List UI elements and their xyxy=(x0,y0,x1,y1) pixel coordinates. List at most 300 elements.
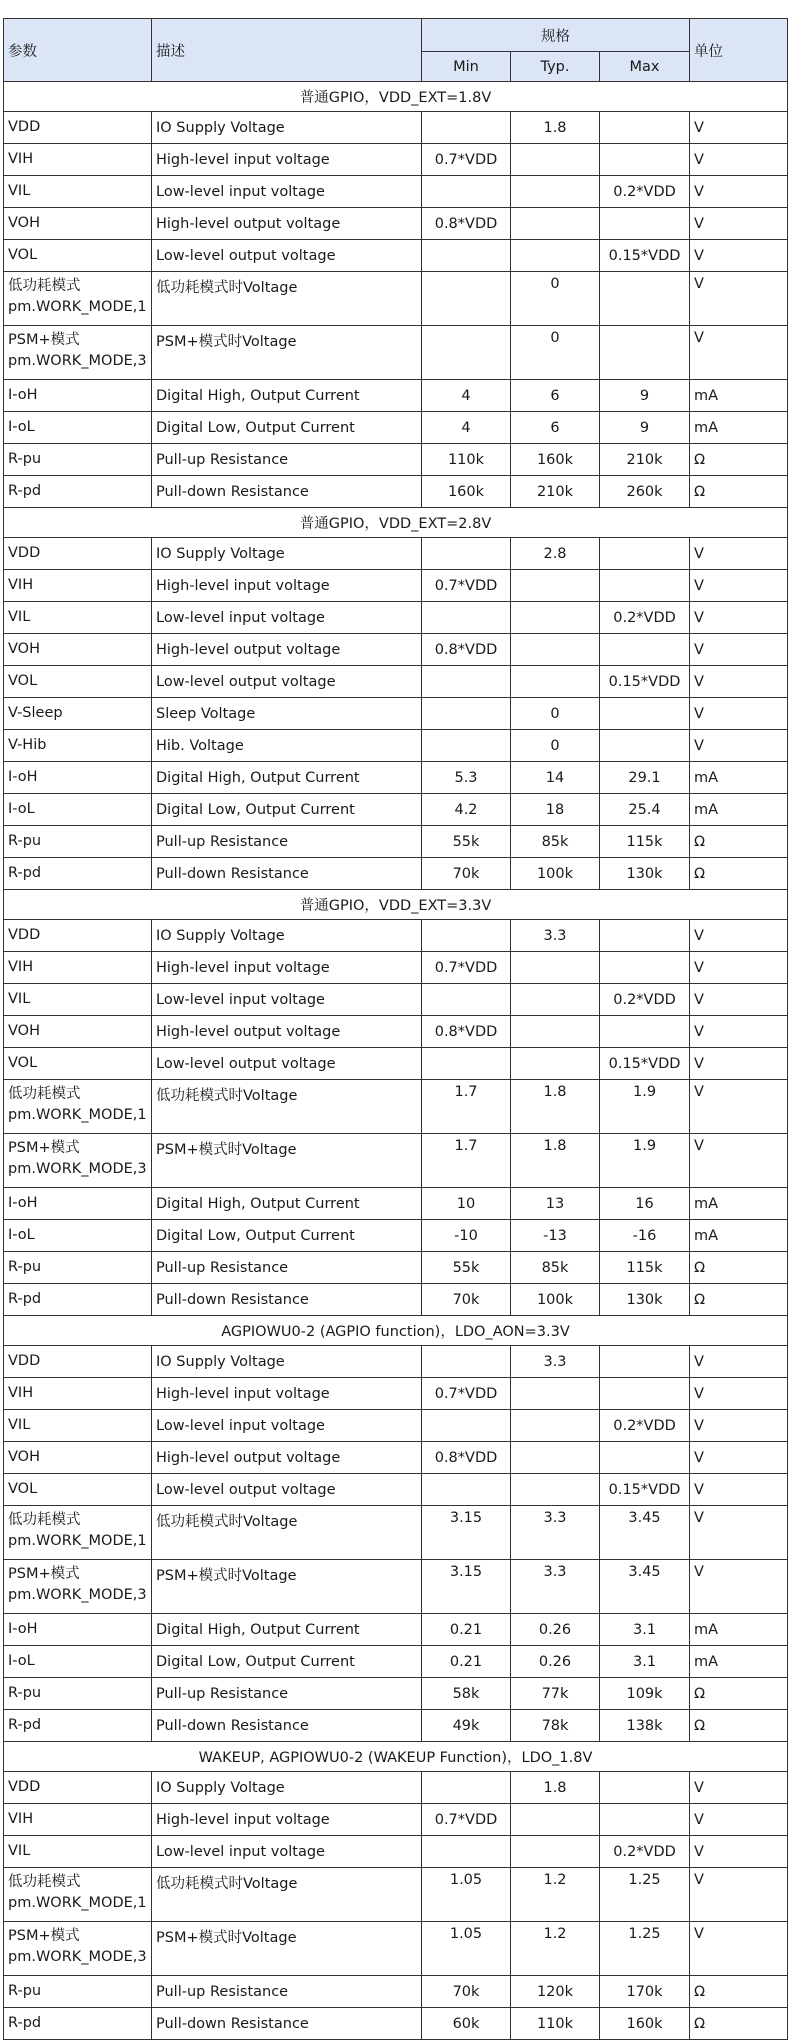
param-name: VIH xyxy=(8,1384,34,1401)
param-cell xyxy=(4,1252,152,1284)
unit-cell: V xyxy=(690,1474,788,1506)
table-row xyxy=(4,1048,788,1080)
param-name: 低功耗模式 pm.WORK_MODE,1 xyxy=(8,1512,147,1550)
typ-cell: 77k xyxy=(511,1678,600,1710)
table-row xyxy=(4,412,788,444)
max-cell: 115k xyxy=(600,1252,690,1284)
table-row xyxy=(4,920,788,952)
unit-cell: Ω xyxy=(690,1976,788,2008)
typ-cell: 1.2 xyxy=(511,1922,600,1976)
unit-cell: Ω xyxy=(690,1284,788,1316)
min-cell: 110k xyxy=(422,444,511,476)
table-row xyxy=(4,1252,788,1284)
unit-cell: V xyxy=(690,1048,788,1080)
table-row xyxy=(4,858,788,890)
unit-cell: V xyxy=(690,1836,788,1868)
min-cell xyxy=(422,984,511,1016)
section-title: 普通GPIO，VDD_EXT=1.8V xyxy=(4,82,788,112)
unit-cell: Ω xyxy=(690,858,788,890)
typ-cell: 210k xyxy=(511,476,600,508)
param-name: R-pu xyxy=(8,832,42,849)
unit-cell: Ω xyxy=(690,2008,788,2040)
param-name: VDD xyxy=(8,1352,41,1369)
unit-cell: mA xyxy=(690,1220,788,1252)
typ-cell: 1.8 xyxy=(511,112,600,144)
min-cell: 70k xyxy=(422,858,511,890)
param-cell xyxy=(4,858,152,890)
table-row xyxy=(4,144,788,176)
min-cell: 1.7 xyxy=(422,1134,511,1188)
table-row xyxy=(4,272,788,326)
unit-cell: V xyxy=(690,1506,788,1560)
description-cell: PSM+模式时Voltage xyxy=(152,1922,422,1976)
typ-cell xyxy=(511,144,600,176)
description-cell: Digital Low, Output Current xyxy=(152,794,422,826)
unit-cell: V xyxy=(690,1016,788,1048)
typ-cell xyxy=(511,1410,600,1442)
table-row xyxy=(4,1016,788,1048)
param-cell xyxy=(4,698,152,730)
table-row xyxy=(4,1710,788,1742)
param-cell xyxy=(4,1410,152,1442)
param-cell xyxy=(4,208,152,240)
unit-cell: Ω xyxy=(690,476,788,508)
max-cell xyxy=(600,112,690,144)
description-cell: Pull-down Resistance xyxy=(152,1284,422,1316)
max-cell: 9 xyxy=(600,380,690,412)
param-cell xyxy=(4,1646,152,1678)
max-cell: 25.4 xyxy=(600,794,690,826)
table-row xyxy=(4,826,788,858)
param-name: R-pd xyxy=(8,482,42,499)
param-cell xyxy=(4,476,152,508)
param-cell xyxy=(4,1048,152,1080)
unit-cell: V xyxy=(690,1378,788,1410)
min-cell: 0.8*VDD xyxy=(422,208,511,240)
param-name: R-pd xyxy=(8,1290,42,1307)
description-cell: PSM+模式时Voltage xyxy=(152,1560,422,1614)
description-cell: Pull-down Resistance xyxy=(152,858,422,890)
param-name: VOL xyxy=(8,1054,38,1071)
typ-cell xyxy=(511,570,600,602)
min-cell: 4 xyxy=(422,412,511,444)
unit-cell: V xyxy=(690,1346,788,1378)
section-header-row xyxy=(4,508,788,538)
max-cell: 0.15*VDD xyxy=(600,1474,690,1506)
table-row xyxy=(4,1134,788,1188)
min-cell xyxy=(422,326,511,380)
param-name: VOH xyxy=(8,640,40,657)
param-cell xyxy=(4,444,152,476)
param-cell xyxy=(4,2008,152,2040)
typ-cell: 13 xyxy=(511,1188,600,1220)
typ-cell: 85k xyxy=(511,1252,600,1284)
table-row xyxy=(4,1646,788,1678)
max-cell: 3.1 xyxy=(600,1646,690,1678)
min-cell xyxy=(422,1410,511,1442)
param-cell xyxy=(4,826,152,858)
param-name: PSM+模式 pm.WORK_MODE,3 xyxy=(8,1140,147,1178)
param-cell xyxy=(4,380,152,412)
description-cell: Low-level input voltage xyxy=(152,602,422,634)
typ-cell: 1.8 xyxy=(511,1080,600,1134)
header-unit: 单位 xyxy=(690,19,788,82)
header-min: Min xyxy=(422,52,511,82)
description-cell: High-level input voltage xyxy=(152,570,422,602)
param-name: R-pu xyxy=(8,1258,42,1275)
min-cell: 0.7*VDD xyxy=(422,144,511,176)
table-row xyxy=(4,666,788,698)
max-cell xyxy=(600,1016,690,1048)
table-row xyxy=(4,602,788,634)
typ-cell: 3.3 xyxy=(511,1346,600,1378)
param-cell xyxy=(4,1710,152,1742)
table-row xyxy=(4,476,788,508)
unit-cell: mA xyxy=(690,762,788,794)
max-cell: 138k xyxy=(600,1710,690,1742)
param-name: VIL xyxy=(8,182,31,199)
unit-cell: mA xyxy=(690,1646,788,1678)
param-cell xyxy=(4,240,152,272)
typ-cell: 100k xyxy=(511,1284,600,1316)
description-cell: Low-level output voltage xyxy=(152,666,422,698)
typ-cell: 0 xyxy=(511,326,600,380)
min-cell: 0.8*VDD xyxy=(422,1016,511,1048)
typ-cell xyxy=(511,1804,600,1836)
min-cell xyxy=(422,538,511,570)
param-cell xyxy=(4,538,152,570)
unit-cell: Ω xyxy=(690,826,788,858)
param-cell xyxy=(4,634,152,666)
min-cell: 49k xyxy=(422,1710,511,1742)
unit-cell: V xyxy=(690,698,788,730)
min-cell xyxy=(422,698,511,730)
description-cell: Low-level input voltage xyxy=(152,176,422,208)
max-cell: 3.1 xyxy=(600,1614,690,1646)
param-cell xyxy=(4,1378,152,1410)
param-name: PSM+模式 pm.WORK_MODE,3 xyxy=(8,1566,147,1604)
min-cell: 0.7*VDD xyxy=(422,1378,511,1410)
max-cell xyxy=(600,920,690,952)
param-cell xyxy=(4,730,152,762)
description-cell: IO Supply Voltage xyxy=(152,112,422,144)
max-cell: 0.15*VDD xyxy=(600,666,690,698)
param-name: I-oH xyxy=(8,768,38,785)
param-name: VIL xyxy=(8,990,31,1007)
description-cell: 低功耗模式时Voltage xyxy=(152,272,422,326)
table-row xyxy=(4,952,788,984)
unit-cell: V xyxy=(690,952,788,984)
param-name: VOL xyxy=(8,672,38,689)
table-row xyxy=(4,1868,788,1922)
typ-cell xyxy=(511,602,600,634)
max-cell: 0.2*VDD xyxy=(600,602,690,634)
unit-cell: mA xyxy=(690,1614,788,1646)
description-cell: Pull-down Resistance xyxy=(152,1710,422,1742)
description-cell: Low-level output voltage xyxy=(152,1474,422,1506)
min-cell: 0.7*VDD xyxy=(422,1804,511,1836)
typ-cell xyxy=(511,1442,600,1474)
param-cell xyxy=(4,666,152,698)
table-row xyxy=(4,1284,788,1316)
description-cell: Low-level output voltage xyxy=(152,1048,422,1080)
table-row xyxy=(4,730,788,762)
unit-cell: V xyxy=(690,176,788,208)
max-cell xyxy=(600,634,690,666)
description-cell: Pull-down Resistance xyxy=(152,2008,422,2040)
section-header-row xyxy=(4,1316,788,1346)
table-row xyxy=(4,1220,788,1252)
description-cell: Pull-down Resistance xyxy=(152,476,422,508)
typ-cell xyxy=(511,1474,600,1506)
max-cell xyxy=(600,1346,690,1378)
param-cell xyxy=(4,570,152,602)
max-cell: 260k xyxy=(600,476,690,508)
min-cell: 55k xyxy=(422,1252,511,1284)
unit-cell: mA xyxy=(690,380,788,412)
description-cell: Pull-up Resistance xyxy=(152,444,422,476)
max-cell: 3.45 xyxy=(600,1560,690,1614)
max-cell: 0.15*VDD xyxy=(600,240,690,272)
max-cell: -16 xyxy=(600,1220,690,1252)
param-cell xyxy=(4,984,152,1016)
description-cell: Digital High, Output Current xyxy=(152,380,422,412)
param-name: V-Sleep xyxy=(8,704,63,721)
typ-cell: 3.3 xyxy=(511,1560,600,1614)
param-cell xyxy=(4,1614,152,1646)
min-cell xyxy=(422,1474,511,1506)
param-name: R-pd xyxy=(8,864,42,881)
min-cell: 60k xyxy=(422,2008,511,2040)
description-cell: PSM+模式时Voltage xyxy=(152,326,422,380)
max-cell: 1.9 xyxy=(600,1080,690,1134)
param-name: I-oL xyxy=(8,800,35,817)
param-name: PSM+模式 pm.WORK_MODE,3 xyxy=(8,332,147,370)
min-cell: 1.05 xyxy=(422,1922,511,1976)
param-name: VIL xyxy=(8,608,31,625)
max-cell: 0.15*VDD xyxy=(600,1048,690,1080)
max-cell: 115k xyxy=(600,826,690,858)
unit-cell: V xyxy=(690,666,788,698)
description-cell: Digital High, Output Current xyxy=(152,1614,422,1646)
param-name: R-pu xyxy=(8,1684,42,1701)
typ-cell: 6 xyxy=(511,412,600,444)
min-cell xyxy=(422,176,511,208)
param-name: 低功耗模式 pm.WORK_MODE,1 xyxy=(8,1086,147,1124)
table-row xyxy=(4,698,788,730)
typ-cell: 100k xyxy=(511,858,600,890)
min-cell xyxy=(422,730,511,762)
max-cell xyxy=(600,570,690,602)
table-row xyxy=(4,1506,788,1560)
max-cell xyxy=(600,272,690,326)
table-header xyxy=(4,19,788,82)
param-name: VIL xyxy=(8,1842,31,1859)
param-name: VOH xyxy=(8,1022,40,1039)
min-cell: 4 xyxy=(422,380,511,412)
max-cell: 210k xyxy=(600,444,690,476)
table-row xyxy=(4,1442,788,1474)
max-cell xyxy=(600,730,690,762)
param-cell xyxy=(4,1506,152,1560)
description-cell: Low-level input voltage xyxy=(152,1836,422,1868)
section-header-row xyxy=(4,890,788,920)
typ-cell xyxy=(511,634,600,666)
min-cell: 1.05 xyxy=(422,1868,511,1922)
unit-cell: V xyxy=(690,538,788,570)
param-cell xyxy=(4,1678,152,1710)
max-cell: 130k xyxy=(600,1284,690,1316)
max-cell xyxy=(600,1378,690,1410)
param-name: I-oL xyxy=(8,418,35,435)
typ-cell: 160k xyxy=(511,444,600,476)
param-name: R-pd xyxy=(8,2014,42,2031)
typ-cell xyxy=(511,984,600,1016)
typ-cell xyxy=(511,1836,600,1868)
min-cell xyxy=(422,1772,511,1804)
min-cell xyxy=(422,272,511,326)
min-cell: 58k xyxy=(422,1678,511,1710)
min-cell: 55k xyxy=(422,826,511,858)
description-cell: PSM+模式时Voltage xyxy=(152,1134,422,1188)
param-cell xyxy=(4,1220,152,1252)
description-cell: Low-level output voltage xyxy=(152,240,422,272)
header-spec: 规格 xyxy=(422,19,690,52)
param-cell xyxy=(4,762,152,794)
param-cell xyxy=(4,272,152,326)
description-cell: Low-level input voltage xyxy=(152,984,422,1016)
min-cell xyxy=(422,112,511,144)
table-row xyxy=(4,240,788,272)
param-cell xyxy=(4,1016,152,1048)
table-row xyxy=(4,1346,788,1378)
min-cell: 0.21 xyxy=(422,1614,511,1646)
min-cell: 160k xyxy=(422,476,511,508)
param-name: I-oH xyxy=(8,1620,38,1637)
unit-cell: V xyxy=(690,634,788,666)
unit-cell: V xyxy=(690,1772,788,1804)
typ-cell: 0.26 xyxy=(511,1614,600,1646)
param-name: VIH xyxy=(8,1810,34,1827)
table-row xyxy=(4,1678,788,1710)
description-cell: Digital High, Output Current xyxy=(152,762,422,794)
param-name: VDD xyxy=(8,544,41,561)
section-title: 普通GPIO，VDD_EXT=2.8V xyxy=(4,508,788,538)
min-cell xyxy=(422,240,511,272)
unit-cell: V xyxy=(690,326,788,380)
param-name: VDD xyxy=(8,926,41,943)
table-row xyxy=(4,112,788,144)
min-cell: 70k xyxy=(422,1976,511,2008)
min-cell: 10 xyxy=(422,1188,511,1220)
table-row xyxy=(4,380,788,412)
min-cell: 3.15 xyxy=(422,1560,511,1614)
max-cell xyxy=(600,326,690,380)
description-cell: Digital Low, Output Current xyxy=(152,1220,422,1252)
param-cell xyxy=(4,1134,152,1188)
param-cell xyxy=(4,1442,152,1474)
unit-cell: mA xyxy=(690,1188,788,1220)
param-cell xyxy=(4,412,152,444)
table-row xyxy=(4,1188,788,1220)
min-cell: 0.7*VDD xyxy=(422,952,511,984)
typ-cell: 85k xyxy=(511,826,600,858)
typ-cell xyxy=(511,1048,600,1080)
typ-cell: 1.8 xyxy=(511,1134,600,1188)
param-name: R-pu xyxy=(8,1982,42,1999)
header-param: 参数 xyxy=(4,19,152,82)
param-name: VOH xyxy=(8,214,40,231)
max-cell: 29.1 xyxy=(600,762,690,794)
table-row xyxy=(4,444,788,476)
min-cell: 0.21 xyxy=(422,1646,511,1678)
table-row xyxy=(4,176,788,208)
max-cell: 0.2*VDD xyxy=(600,984,690,1016)
table-row xyxy=(4,1976,788,2008)
typ-cell xyxy=(511,952,600,984)
header-typ: Typ. xyxy=(511,52,600,82)
typ-cell xyxy=(511,1378,600,1410)
param-name: R-pu xyxy=(8,450,42,467)
description-cell: High-level input voltage xyxy=(152,1378,422,1410)
max-cell xyxy=(600,538,690,570)
description-cell: High-level output voltage xyxy=(152,208,422,240)
table-row xyxy=(4,326,788,380)
unit-cell: V xyxy=(690,1134,788,1188)
typ-cell: 6 xyxy=(511,380,600,412)
header-desc: 描述 xyxy=(152,19,422,82)
description-cell: IO Supply Voltage xyxy=(152,920,422,952)
description-cell: Low-level input voltage xyxy=(152,1410,422,1442)
param-name: V-Hib xyxy=(8,736,47,753)
max-cell xyxy=(600,1804,690,1836)
table-row xyxy=(4,538,788,570)
param-cell xyxy=(4,1868,152,1922)
header-max: Max xyxy=(600,52,690,82)
min-cell: 70k xyxy=(422,1284,511,1316)
unit-cell: V xyxy=(690,1804,788,1836)
param-cell xyxy=(4,1922,152,1976)
param-cell xyxy=(4,326,152,380)
description-cell: High-level input voltage xyxy=(152,952,422,984)
max-cell: 130k xyxy=(600,858,690,890)
param-cell xyxy=(4,1284,152,1316)
unit-cell: Ω xyxy=(690,1710,788,1742)
unit-cell: V xyxy=(690,602,788,634)
param-name: I-oL xyxy=(8,1652,35,1669)
table-row xyxy=(4,208,788,240)
min-cell xyxy=(422,602,511,634)
unit-cell: V xyxy=(690,984,788,1016)
section-header-row xyxy=(4,82,788,112)
min-cell: 4.2 xyxy=(422,794,511,826)
param-name: VDD xyxy=(8,1778,41,1795)
param-name: I-oH xyxy=(8,1194,38,1211)
unit-cell: V xyxy=(690,1922,788,1976)
description-cell: Sleep Voltage xyxy=(152,698,422,730)
unit-cell: V xyxy=(690,570,788,602)
description-cell: Pull-up Resistance xyxy=(152,826,422,858)
param-name: I-oH xyxy=(8,386,38,403)
unit-cell: V xyxy=(690,1560,788,1614)
typ-cell: 2.8 xyxy=(511,538,600,570)
typ-cell xyxy=(511,240,600,272)
typ-cell xyxy=(511,208,600,240)
typ-cell: 1.2 xyxy=(511,1868,600,1922)
param-name: R-pd xyxy=(8,1716,42,1733)
param-cell xyxy=(4,602,152,634)
min-cell xyxy=(422,1836,511,1868)
